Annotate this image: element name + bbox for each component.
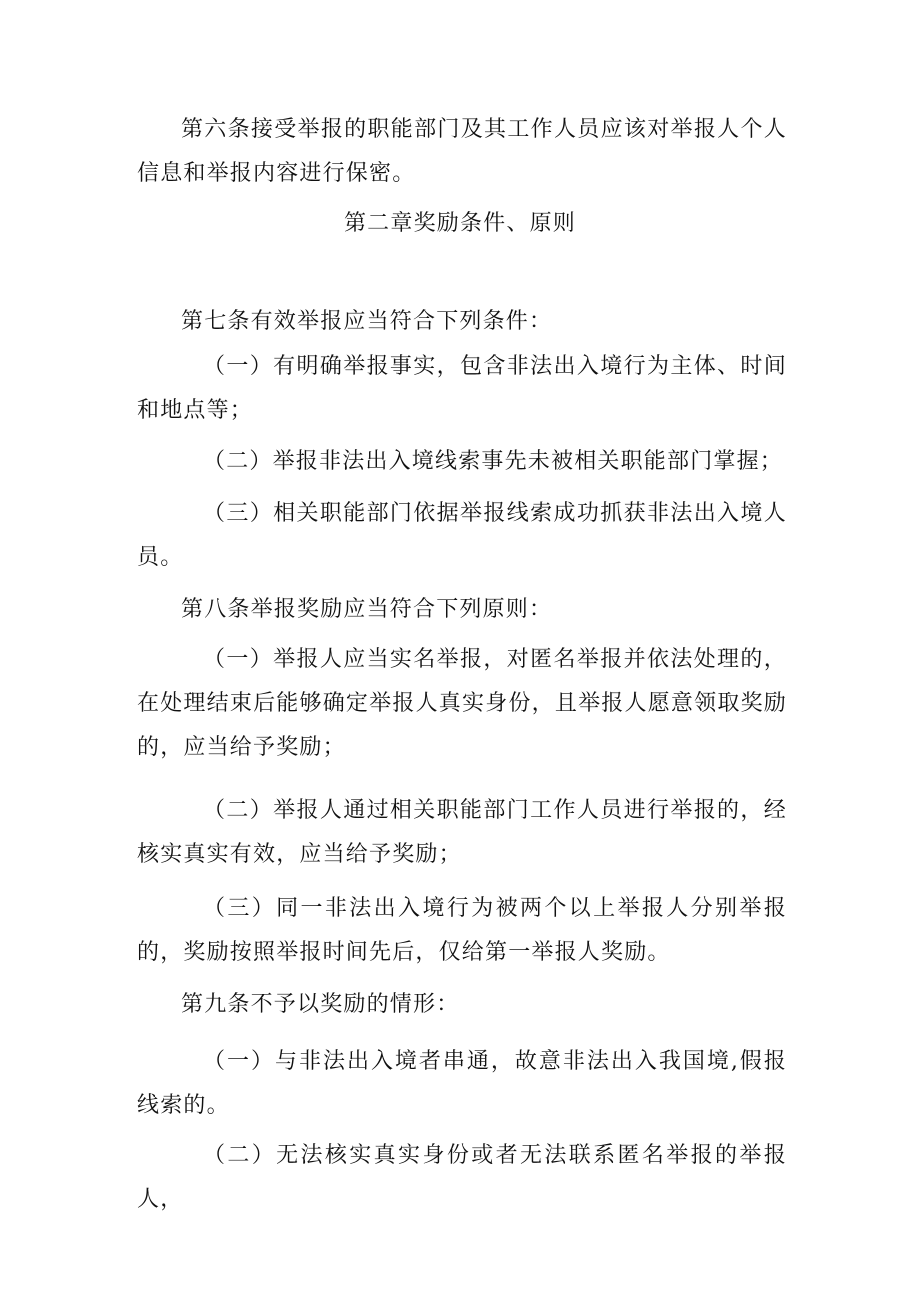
article-8-item-3: （三）同一非法出入境行为被两个以上举报人分别举报的，奖励按照举报时间先后，仅给第一举报人奖励。: [137, 896, 787, 965]
article-7-item-3: （三）相关职能部门依据举报线索成功抓获非法出入境人员。: [137, 501, 787, 570]
article-8-paragraph: 第八条举报奖励应当符合下列原则：: [181, 597, 553, 622]
article-7-item-2: （二）举报非法出入境线索事先未被相关职能部门掌握；: [203, 449, 784, 474]
chapter-2-heading: 第二章奖励条件、原则: [343, 211, 576, 236]
article-9-item-1: （一）与非法出入境者串通，故意非法出入我国境,假报线索的。: [137, 1049, 787, 1118]
article-7-paragraph: 第七条有效举报应当符合下列条件：: [181, 309, 553, 334]
article-8-item-2: （二）举报人通过相关职能部门工作人员进行举报的，经核实真实有效，应当给予奖励；: [137, 798, 787, 867]
article-6-paragraph: 第六条接受举报的职能部门及其工作人员应该对举报人个人信息和举报内容进行保密。: [137, 117, 787, 186]
article-9-paragraph: 第九条不予以奖励的情形：: [181, 992, 460, 1017]
article-8-item-1: （一）举报人应当实名举报，对匿名举报并依法处理的，在处理结束后能够确定举报人真实身份，且举报人愿意领取奖励的，应当给予奖励；: [137, 647, 787, 760]
article-7-item-1: （一）有明确举报事实，包含非法出入境行为主体、时间和地点等；: [137, 354, 787, 423]
article-9-item-2: （二）无法核实真实身份或者无法联系匿名举报的举报人，: [137, 1143, 787, 1212]
